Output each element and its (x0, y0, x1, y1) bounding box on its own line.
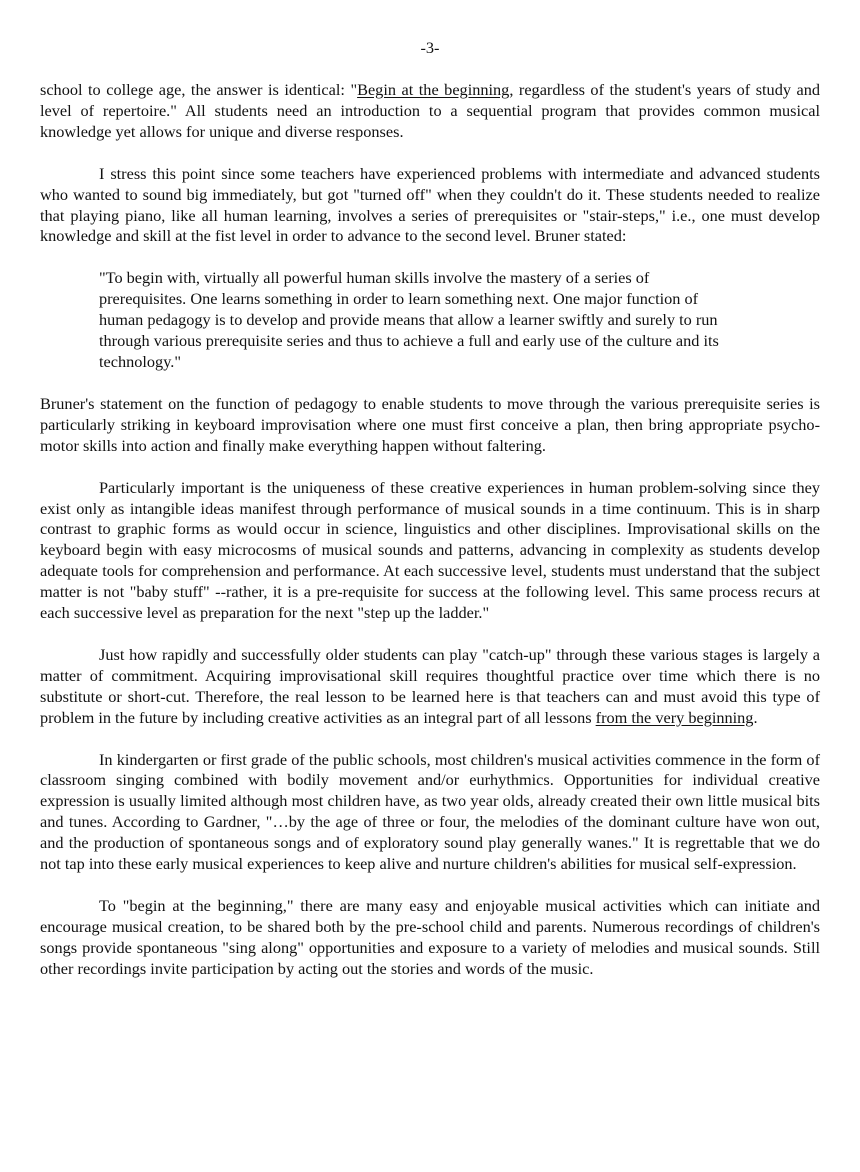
paragraph-5-text-b: . (753, 707, 758, 727)
page-number: -3- (420, 38, 440, 57)
paragraph-1 (40, 80, 820, 143)
paragraph-5-text-a: Just how rapidly and successfully older students can play "catch-up" through these various stages is largely a matter of commitment. Acquiring improvisational skill requires thoughtful practice over time which there is no substitute or short-cut. Therefore, the real lesson to be learned here is that teachers can and must avoid this type of problem in the future by including creative activities as an integral part of all lessons (40, 644, 820, 727)
paragraph-1-text-a: school to college age, the answer is identical: " (40, 80, 358, 99)
paragraph-4: Particularly important is the uniqueness of these creative experiences in human problem-solving since they exist only as intangible ideas manifest through performance of musical sounds in a time continuum. This is in sharp contrast to graphic forms as would occur in science, linguistics and other disciplines. Improvisational skills on the keyboard begin with easy microcosms of musical sounds and patterns, advancing in complexity as students develop adequate tools for comprehension and performance. At each successive level, students must understand that the subject matter is not "baby stuff" --rather, it is a pre-requisite for success at the following level. This same process recurs at each successive level as preparation for the next "step up the ladder." (40, 477, 820, 623)
paragraph-7: To "begin at the beginning," there are many easy and enjoyable musical activities which can initiate and encourage musical creation, to be shared both by the pre-school child and parents. Numerous recordings of children's songs provide spontaneous "sing along" opportunities and exposure to a variety of melodies and musical sounds. Still other recordings invite participation by acting out the stories and words of the music. (40, 896, 820, 978)
underlined-phrase-from-the-very-beginning: from the very beginning (595, 707, 754, 727)
paragraph-1-text-b: , regardless of the student's years of study and level of repertoire." All students need an introduction to a sequential program that provides common musical knowledge yet allows for unique and diverse responses. (40, 80, 820, 141)
paragraph-5 (40, 645, 820, 729)
document-page (40, 38, 820, 1001)
paragraph-6: In kindergarten or first grade of the public schools, most children's musical activities commence in the form of classroom singing combined with bodily movement and/or eurhythmics. Opportunities for individual creative expression is usually limited although most children have, as two year olds, already created their own little musical bits and tunes. According to Gardner, "…by the age of three or four, the melodies of the dominant culture have won out, and the production of spontaneous songs and of exploratory sound play generally wanes." It is regrettable that we do not tap into these early musical experiences to keep alive and nurture children's abilities for musical self-expression. (40, 749, 820, 874)
underlined-phrase-begin-at-the-beginning: Begin at the beginning (357, 80, 510, 99)
paragraph-3: Bruner's statement on the function of pedagogy to enable students to move through the various prerequisite series is particularly striking in keyboard improvisation where one must first conceive a plan, then bring appropriate psycho-motor skills into action and finally make everything happen without faltering. (40, 393, 820, 455)
paragraph-2: I stress this point since some teachers have experienced problems with intermediate and advanced students who wanted to sound big immediately, but got "turned off" when they couldn't do it. These students needed to realize that playing piano, like all human learning, involves a series of prerequisites or "stair-steps," i.e., one must develop knowledge and skill at the fist level in order to advance to the second level. Bruner stated: (40, 163, 820, 246)
bruner-block-quote: "To begin with, virtually all powerful human skills involve the mastery of a series of prerequisites. One learns something in order to learn something next. One major function of human pedagogy is to develop and provide means that allow a learner swiftly and surely to run through various prerequisite series and thus to achieve a full and early use of the culture and its technology." (99, 268, 719, 371)
